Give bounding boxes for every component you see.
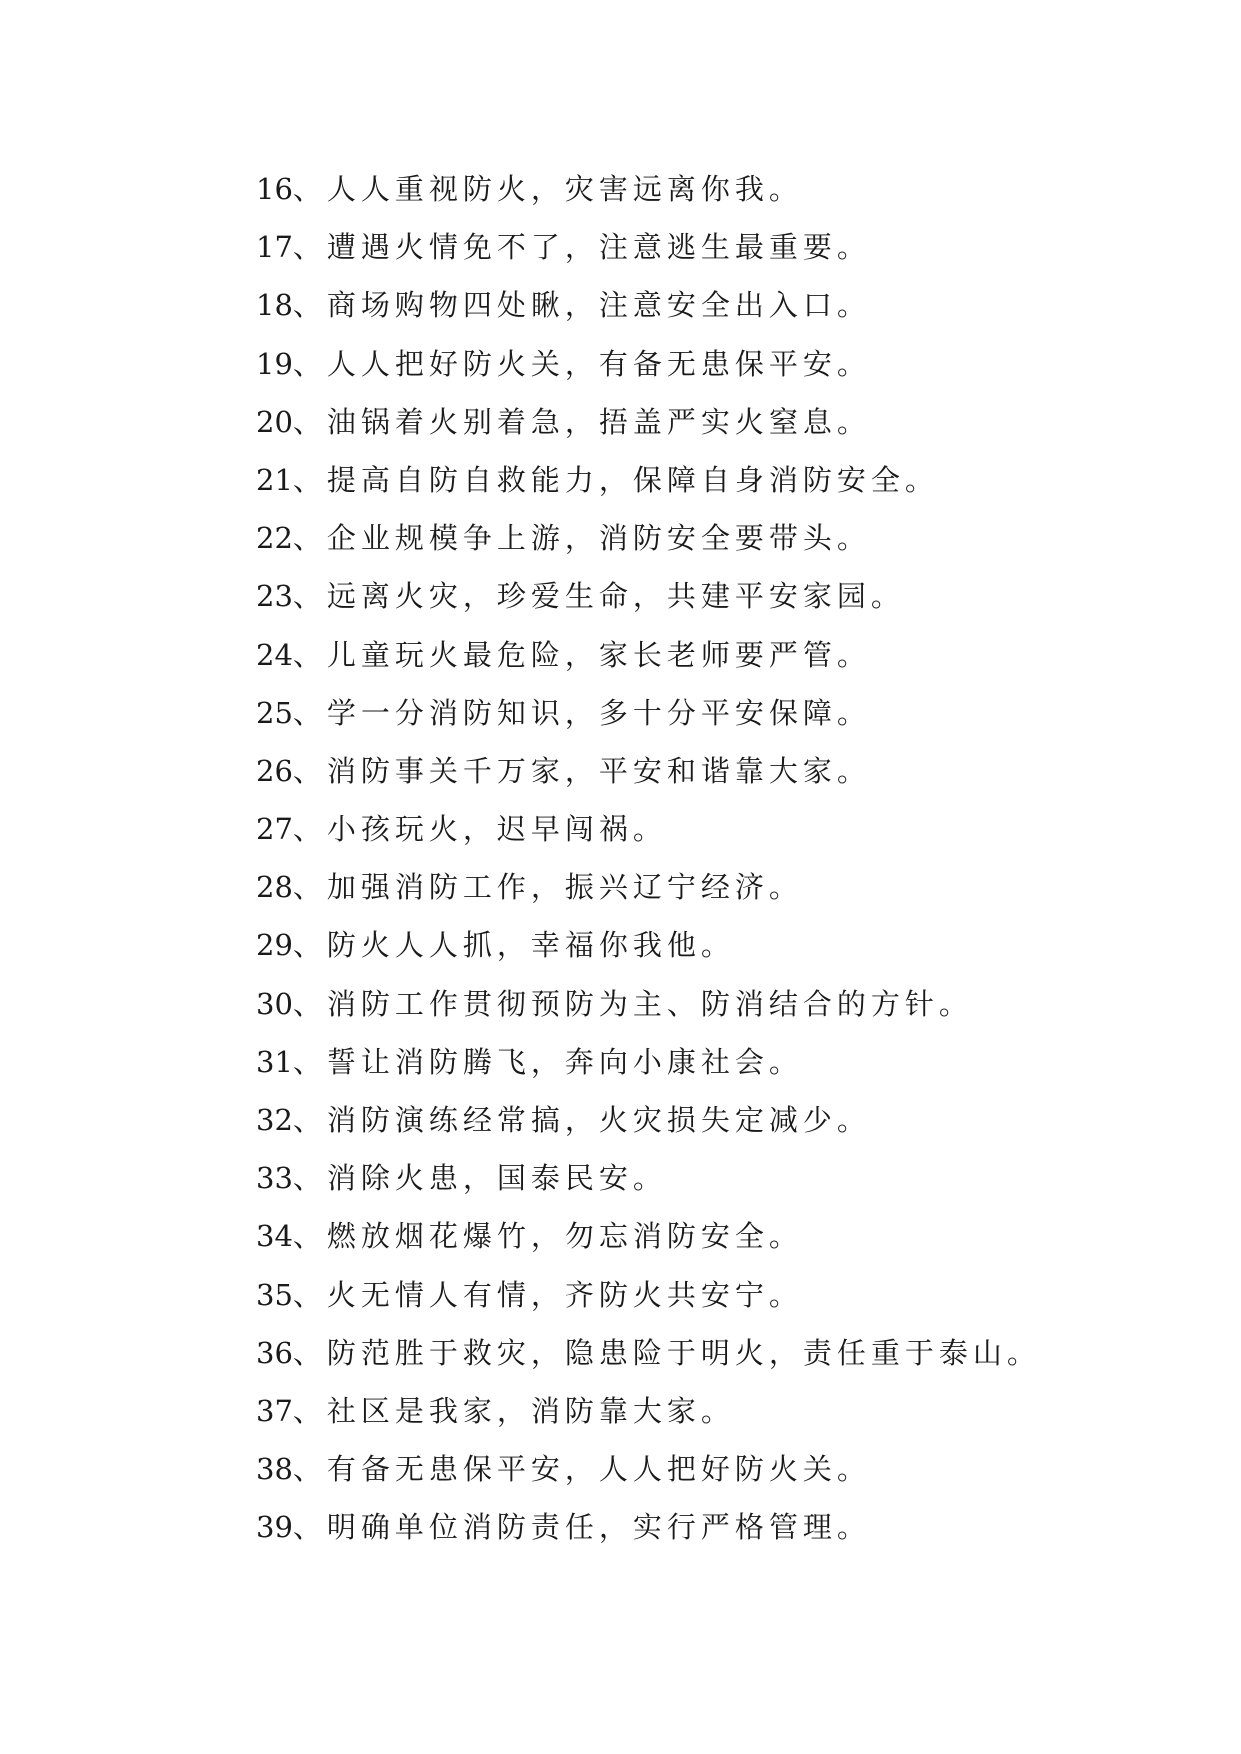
item-number: 28 <box>256 870 293 905</box>
list-item <box>256 684 1041 742</box>
item-number: 23 <box>256 579 293 614</box>
list-item <box>256 742 1041 800</box>
item-text: 、防火人人抓，幸福你我他。 <box>292 928 735 963</box>
item-number: 35 <box>256 1277 293 1312</box>
list-item <box>256 858 1041 916</box>
item-number: 32 <box>256 1103 293 1137</box>
item-text: 、提高自防自救能力，保障自身消防安全。 <box>292 462 939 497</box>
item-number: 17 <box>256 230 293 265</box>
item-number: 39 <box>256 1510 293 1545</box>
item-text: 、学一分消防知识，多十分平安保障。 <box>292 695 871 730</box>
list-item <box>256 1033 1041 1091</box>
item-number: 38 <box>256 1452 293 1487</box>
item-text: 、有备无患保平安，人人把好防火关。 <box>292 1452 871 1487</box>
item-number: 37 <box>256 1393 293 1428</box>
item-text: 、商场购物四处瞅，注意安全出入口。 <box>292 288 871 323</box>
item-text: 、加强消防工作，振兴辽宁经济。 <box>292 870 803 905</box>
list-item <box>256 975 1041 1033</box>
list-item <box>256 160 1041 218</box>
item-number: 19 <box>256 346 293 381</box>
item-number: 30 <box>256 986 293 1021</box>
item-number: 20 <box>256 404 293 439</box>
item-text: 、远离火灾，珍爱生命，共建平安家园。 <box>292 579 905 614</box>
list-item <box>256 567 1041 625</box>
list-item <box>256 509 1041 567</box>
item-text: 、消防工作贯彻预防为主、防消结合的方针。 <box>292 986 973 1021</box>
item-text: 、防范胜于救灾，隐患险于明火，责任重于泰山。 <box>292 1335 1041 1370</box>
list-item <box>256 1266 1041 1324</box>
item-number: 31 <box>256 1044 293 1079</box>
item-text: 、誓让消防腾飞，奔向小康社会。 <box>292 1044 803 1079</box>
item-number: 24 <box>256 637 293 672</box>
item-text: 、消防演练经常搞，火灾损失定减少。 <box>292 1103 871 1137</box>
item-text: 、社区是我家，消防靠大家。 <box>292 1393 735 1428</box>
item-number: 21 <box>256 462 293 497</box>
list-item <box>256 276 1041 334</box>
item-text: 、明确单位消防责任，实行严格管理。 <box>292 1510 871 1545</box>
list-item <box>256 800 1041 858</box>
list-item <box>256 1382 1041 1440</box>
list-item <box>256 626 1041 684</box>
list-item <box>256 1440 1041 1498</box>
item-number: 27 <box>256 812 293 847</box>
item-text: 、消防事关千万家，平安和谐靠大家。 <box>292 753 871 788</box>
item-text: 、儿童玩火最危险，家长老师要严管。 <box>292 637 871 672</box>
item-text: 、人人把好防火关，有备无患保平安。 <box>292 346 871 381</box>
list-item <box>256 393 1041 451</box>
item-number: 36 <box>256 1335 293 1370</box>
list-item <box>256 1091 1041 1149</box>
list-item <box>256 916 1041 974</box>
item-number: 26 <box>256 753 293 788</box>
item-number: 33 <box>256 1161 293 1196</box>
item-text: 、油锅着火别着急，捂盖严实火窒息。 <box>292 404 871 439</box>
item-text: 、人人重视防火，灾害远离你我。 <box>292 172 803 206</box>
list-item <box>256 1207 1041 1265</box>
item-number: 18 <box>256 288 293 323</box>
item-text: 、消除火患，国泰民安。 <box>292 1161 667 1196</box>
item-text: 、遭遇火情免不了，注意逃生最重要。 <box>292 230 871 265</box>
list-item <box>256 451 1041 509</box>
item-number: 22 <box>256 521 293 556</box>
slogan-list <box>256 160 1041 1557</box>
list-item <box>256 1149 1041 1207</box>
item-text: 、小孩玩火，迟早闯祸。 <box>292 812 667 847</box>
list-item <box>256 1324 1041 1382</box>
item-number: 34 <box>256 1219 293 1254</box>
list-item <box>256 1498 1041 1556</box>
item-text: 、燃放烟花爆竹，勿忘消防安全。 <box>292 1219 803 1254</box>
list-item <box>256 218 1041 276</box>
item-number: 16 <box>256 172 293 206</box>
item-number: 25 <box>256 695 293 730</box>
item-number: 29 <box>256 928 293 963</box>
item-text: 、企业规模争上游，消防安全要带头。 <box>292 521 871 556</box>
item-text: 、火无情人有情，齐防火共安宁。 <box>292 1277 803 1312</box>
list-item <box>256 335 1041 393</box>
